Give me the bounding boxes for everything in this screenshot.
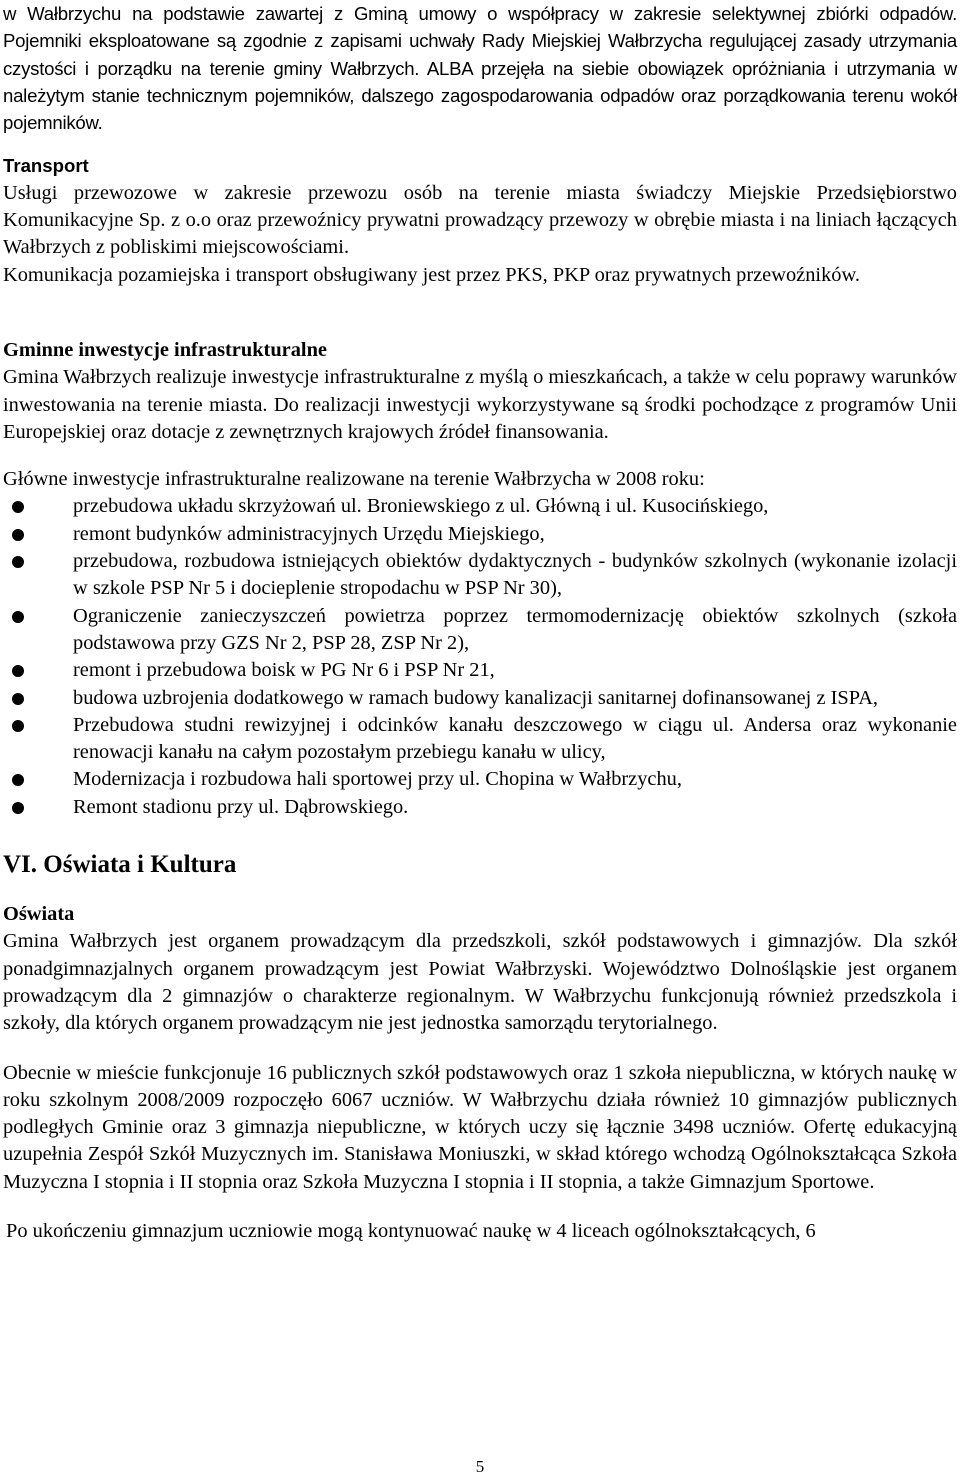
section-title: VI. Oświata i Kultura (3, 851, 237, 879)
transport-heading: Transport (3, 155, 89, 177)
list-item: Remont stadionu przy ul. Dąbrowskiego. (3, 794, 957, 821)
bullet-icon (12, 693, 24, 705)
page-number: 5 (475, 1457, 485, 1476)
education-paragraph-3: Po ukończeniu gimnazjum uczniowie mogą kontynuować naukę w 4 liceach ogólnokształcących, 6 (6, 1219, 816, 1242)
bullet-icon (12, 556, 24, 568)
education-subheading: Oświata (3, 903, 75, 926)
list-item: przebudowa układu skrzyżowań ul. Broniewskiego z ul. Główną i ul. Kusocińskiego, (3, 493, 957, 520)
investments-list (3, 493, 957, 821)
list-item: Modernizacja i rozbudowa hali sportowej przy ul. Chopina w Wałbrzychu, (3, 766, 957, 793)
list-item: remont i przebudowa boisk w PG Nr 6 i PSP Nr 21, (3, 657, 957, 684)
list-item: przebudowa, rozbudowa istniejących obiektów dydaktycznych - budynków szkolnych (wykonanie izolacji w szkole PSP Nr 5 i docieplenie stropodachu w PSP Nr 30), (3, 548, 957, 603)
transport-paragraph-1 (3, 180, 957, 262)
list-item: budowa uzbrojenia dodatkowego w ramach budowy kanalizacji sanitarnej dofinansowanej z ISPA, (3, 685, 957, 712)
transport-paragraph-2: Komunikacja pozamiejska i transport obsługiwany jest przez PKS, PKP oraz prywatnych przewoźników. (3, 263, 860, 286)
bullet-icon (12, 529, 24, 541)
document-page (3, 0, 957, 1245)
bullet-icon (12, 611, 24, 623)
investments-heading: Gminne inwestycje infrastrukturalne (3, 338, 327, 361)
bullet-icon (12, 665, 24, 677)
list-item: remont budynków administracyjnych Urzędu Miejskiego, (3, 521, 957, 548)
bullet-icon (12, 720, 24, 732)
investments-list-intro: Główne inwestycje infrastrukturalne realizowane na terenie Wałbrzycha w 2008 roku: (3, 468, 705, 491)
list-item: Ograniczenie zanieczyszczeń powietrza poprzez termomodernizację obiektów szkolnych (szkoła podstawowa przy GZS Nr 2, PSP 28, ZSP Nr 2), (3, 603, 957, 658)
bullet-icon (12, 802, 24, 814)
bullet-icon (12, 774, 24, 786)
education-paragraph-2: Obecnie w mieście funkcjonuje 16 publicznych szkół podstawowych oraz 1 szkoła niepubliczna, w których naukę w roku szkolnym 2008/2009 rozpoczęło 6067 uczniów. W Wałbrzychu działa również 10 gimnazjów publicznych podległych Gminie oraz 3 gimnazja niepubliczne, w których uczy się łącznie 3498 uczniów. Ofertę edukacyjną uzupełnia Zespół Szkół Muzycznych im. Stanisława Moniuszki, w skład którego wchodzą Ogólnokształcąca Szkoła Muzyczna I stopnia i II stopnia oraz Szkoła Muzyczna I stopnia i II stopnia, a także Gimnazjum Sportowe. (3, 1061, 957, 1193)
investments-paragraph: Gmina Wałbrzych realizuje inwestycje infrastrukturalne z myślą o mieszkańcach, a także w celu poprawy warunków inwestowania na terenie miasta. Do realizacji inwestycji wykorzystywane są środki pochodzące z programów Unii Europejskiej oraz dotacje z zewnętrznych krajowych źródeł finansowania. (3, 366, 957, 443)
bullet-icon (12, 501, 24, 513)
list-item: Przebudowa studni rewizyjnej i odcinków kanału deszczowego w ciągu ul. Andersa oraz wykonanie renowacji kanału na całym pozostałym przebiegu kanału w ulicy, (3, 712, 957, 767)
waste-collection-paragraph: w Wałbrzychu na podstawie zawartej z Gminą umowy o współpracy w zakresie selektywnej zbiórki odpadów. Pojemniki eksploatowane są zgodnie z zapisami uchwały Rady Miejskiej Wałbrzycha regulującej zasady utrzymania czystości i porządku na terenie gminy Wałbrzych. ALBA przejęła na siebie obowiązek opróżniania i utrzymania w należytym stanie technicznym pojemników, dalszego zagospodarowania odpadów oraz porządkowania terenu wokół pojemników. (3, 3, 957, 134)
transport-paragraph-1-text: Usługi przewozowe w zakresie przewozu osób na terenie miasta świadczy Miejskie Przedsiębiorstwo Komunikacyjne Sp. z o.o oraz przewoźnicy prywatni prowadzący przewozy w obrębie miasta i na liniach łączących Wałbrzych z pobliskimi miejscowościami. (3, 181, 957, 259)
education-paragraph-1: Gmina Wałbrzych jest organem prowadzącym dla przedszkoli, szkół podstawowych i gimnazjów. Dla szkół ponadgimnazjalnych organem prowadzącym jest Powiat Wałbrzyski. Województwo Dolnośląskie jest organem prowadzącym dla 2 gimnazjów o charakterze regionalnym. W Wałbrzychu funkcjonują również przedszkola i szkoły, dla których organem prowadzącym nie jest jednostka samorządu terytorialnego. (3, 930, 957, 1035)
